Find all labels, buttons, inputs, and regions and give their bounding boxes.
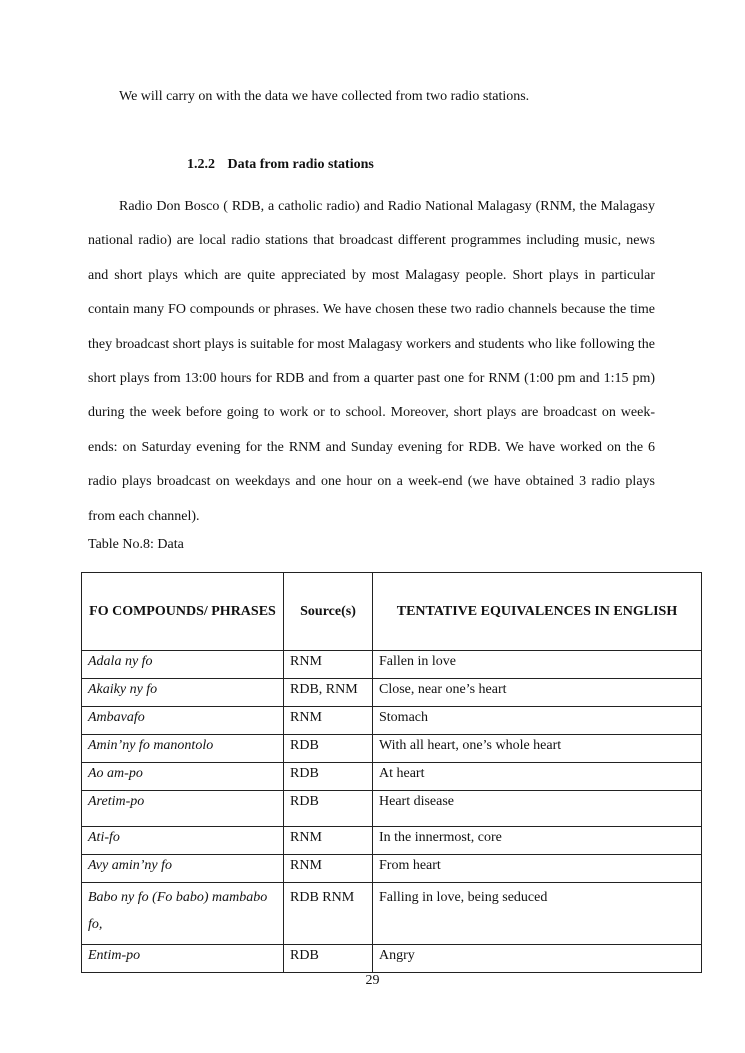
cell-equivalence: At heart [373, 763, 702, 791]
table-row [82, 855, 702, 883]
cell-source: RDB RNM [284, 883, 373, 945]
cell-source: RNM [284, 651, 373, 679]
table-row [82, 945, 702, 973]
cell-equivalence: Falling in love, being seduced [373, 883, 702, 945]
cell-equivalence: Fallen in love [373, 651, 702, 679]
cell-equivalence: From heart [373, 855, 702, 883]
cell-compound: Akaiky ny fo [82, 679, 284, 707]
page-number: 29 [365, 973, 380, 988]
cell-equivalence: Heart disease [373, 791, 702, 827]
cell-equivalence: Angry [373, 945, 702, 973]
cell-source: RNM [284, 855, 373, 883]
cell-source: RDB, RNM [284, 679, 373, 707]
cell-compound: Adala ny fo [82, 651, 284, 679]
table-row [82, 735, 702, 763]
cell-equivalence: Stomach [373, 707, 702, 735]
cell-equivalence: With all heart, one’s whole heart [373, 735, 702, 763]
data-table [81, 572, 702, 973]
section-heading [187, 157, 374, 173]
cell-source: RNM [284, 707, 373, 735]
header-sources: Source(s) [284, 573, 373, 651]
table-row [82, 791, 702, 827]
table-row [82, 883, 702, 945]
table-row [82, 707, 702, 735]
intro-sentence: We will carry on with the data we have collected from two radio stations. [119, 89, 530, 104]
table-row [82, 679, 702, 707]
cell-compound: Babo ny fo (Fo babo) mambabo fo, [82, 883, 284, 945]
cell-compound: Ati-fo [82, 827, 284, 855]
table-row [82, 763, 702, 791]
cell-compound: Aretim-po [82, 791, 284, 827]
cell-source: RDB [284, 763, 373, 791]
section-title: Data from radio stations [227, 157, 374, 172]
cell-source: RNM [284, 827, 373, 855]
cell-source: RDB [284, 791, 373, 827]
section-number: 1.2.2 [187, 157, 215, 172]
cell-equivalence: In the innermost, core [373, 827, 702, 855]
header-equivalences: TENTATIVE EQUIVALENCES IN ENGLISH [373, 573, 702, 651]
cell-compound: Ao am-po [82, 763, 284, 791]
paragraph-text: Radio Don Bosco ( RDB, a catholic radio) and Radio National Malagasy (RNM, the Malagasy national radio) are local radio stations that broadcast different programmes including music, news and short plays which are quite appreciated by most Malagasy people. Short plays in particular contain many FO compounds or phrases. We have chosen these two radio channels because the time they broadcast short plays is suitable for most Malagasy workers and students who like following the short plays from 13:00 hours for RDB and from a quarter past one for RNM (1:00 pm and 1:15 pm) during the week before going to work or to school. Moreover, short plays are broadcast on week-ends: on Saturday evening for the RNM and Sunday evening for RDB. We have worked on the 6 radio plays broadcast on weekdays and one hour on a week-end (we have obtained 3 radio plays from each channel). [88, 199, 655, 524]
cell-compound: Amin’ny fo manontolo [82, 735, 284, 763]
header-fo-compounds: FO COMPOUNDS/ PHRASES [82, 573, 284, 651]
cell-compound: Avy amin’ny fo [82, 855, 284, 883]
table-header-row [82, 573, 702, 651]
cell-compound: Entim-po [82, 945, 284, 973]
body-paragraph [88, 190, 655, 534]
table-row [82, 827, 702, 855]
cell-compound: Ambavafo [82, 707, 284, 735]
cell-source: RDB [284, 945, 373, 973]
cell-equivalence: Close, near one’s heart [373, 679, 702, 707]
table-caption: Table No.8: Data [88, 537, 184, 552]
table-row [82, 651, 702, 679]
cell-source: RDB [284, 735, 373, 763]
